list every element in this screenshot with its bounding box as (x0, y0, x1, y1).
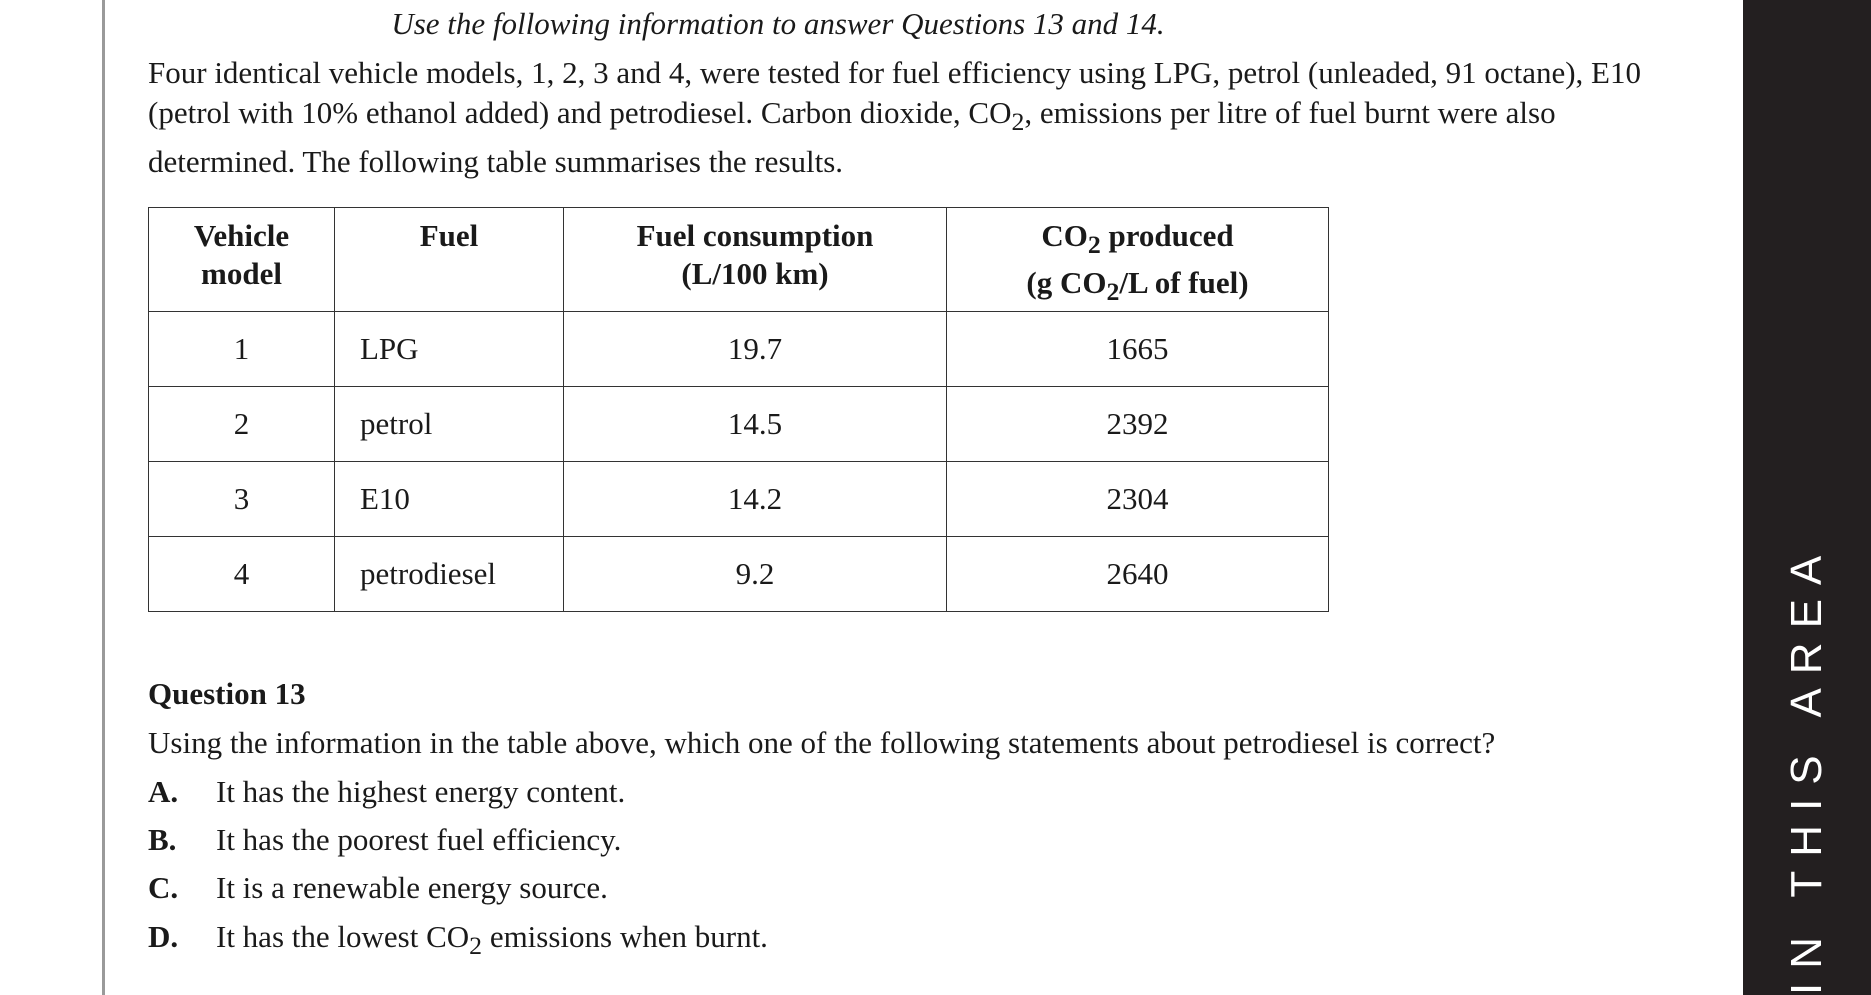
cell-fuel: petrol (335, 387, 564, 462)
cell-fuel: petrodiesel (335, 537, 564, 612)
header-vehicle-model: Vehicle model (149, 208, 335, 312)
cell-model: 1 (149, 312, 335, 387)
intro-instruction: Use the following information to answer Questions 13 and 14. (391, 6, 1165, 41)
option-c[interactable] (148, 868, 608, 908)
stimulus-description (148, 53, 1708, 182)
option-letter: B. (148, 822, 177, 857)
option-letter: D. (148, 919, 179, 954)
header-co2-produced: $CO_2$ produced (g $CO_2/L$ of fuel) (947, 208, 1329, 312)
cell-model: 4 (149, 537, 335, 612)
description-text-start: Four identical vehicle models, 1, 2, 3 and 4, were tested for fuel efficiency using LPG, petrol (unleaded, 91 octane), E10 (petrol with 10% ethanol added) and petrodiesel. Carbon dioxide, CO (148, 55, 1641, 130)
description-subscript: 2 (1011, 107, 1025, 137)
header-fuel-consumption: Fuel consumption (L/100 km) (564, 208, 947, 312)
option-text: It has the poorest fuel efficiency. (216, 822, 622, 857)
results-table (148, 207, 1329, 612)
cell-consumption: 19.7 (564, 312, 947, 387)
option-a[interactable] (148, 772, 625, 812)
option-text: It has the highest energy content. (216, 774, 626, 809)
cell-co2: 1665 (947, 312, 1329, 387)
question-text: Using the information in the table above, which one of the following statements about petrodiesel is correct? (148, 725, 1496, 760)
cell-fuel: LPG (335, 312, 564, 387)
cell-co2: 2392 (947, 387, 1329, 462)
option-text-start: It has the lowest CO (216, 919, 470, 954)
option-text-end: emissions when burnt. (482, 919, 768, 954)
side-margin-label: IN THIS AREA (1782, 541, 1831, 995)
cell-model: 3 (149, 462, 335, 537)
cell-consumption: 9.2 (564, 537, 947, 612)
cell-co2: 2640 (947, 537, 1329, 612)
cell-consumption: 14.2 (564, 462, 947, 537)
option-b[interactable] (148, 820, 621, 860)
cell-model: 2 (149, 387, 335, 462)
question-title: Question 13 (148, 676, 306, 711)
table-row (149, 462, 1329, 537)
table-row (149, 537, 1329, 612)
cell-fuel: E10 (335, 462, 564, 537)
cell-consumption: 14.5 (564, 387, 947, 462)
option-letter: A. (148, 774, 179, 809)
table-row (149, 312, 1329, 387)
header-fuel: Fuel (335, 208, 564, 312)
option-letter: C. (148, 870, 179, 905)
table-row (149, 387, 1329, 462)
option-text-subscript: 2 (469, 931, 483, 961)
cell-co2: 2304 (947, 462, 1329, 537)
option-d[interactable] (148, 917, 768, 966)
option-text: It is a renewable energy source. (216, 870, 608, 905)
table-header-row (149, 208, 1329, 312)
description-text-end: , emissions per litre of fuel burnt were also determined. The following table summarises the results. (148, 95, 1556, 180)
margin-rule (102, 0, 105, 995)
